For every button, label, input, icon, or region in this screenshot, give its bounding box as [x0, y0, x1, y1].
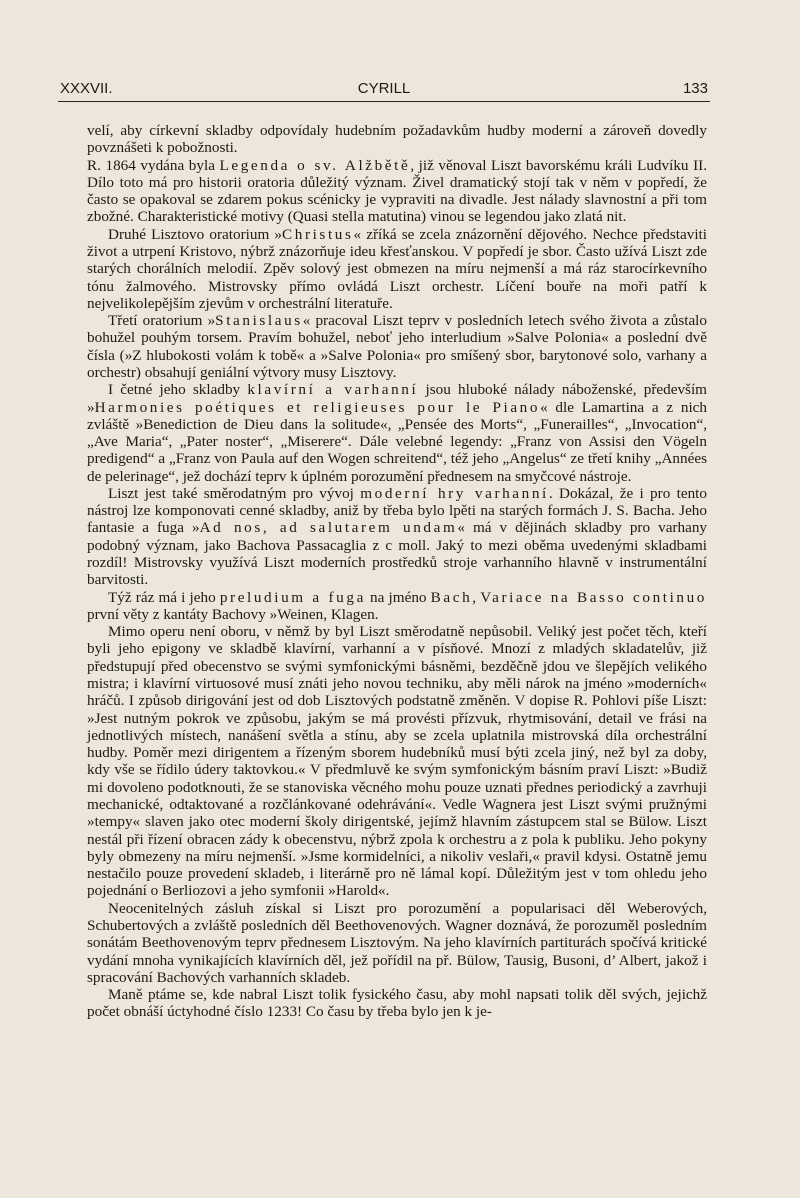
text-run: Druhé Lisztovo oratorium »	[108, 225, 283, 243]
spaced-title: Christus	[282, 225, 354, 243]
paragraph	[87, 900, 707, 986]
text-run: Liszt jest také směrodatným pro vývoj	[108, 484, 361, 502]
spaced-title: moderní hry varhanní	[360, 484, 549, 502]
header-rule	[58, 101, 710, 102]
text-run: první věty z kantáty Bachovy »Weinen, Klagen.	[87, 605, 379, 623]
running-header	[60, 80, 708, 102]
paragraph	[87, 312, 707, 381]
spaced-title: Bach	[430, 588, 473, 606]
spaced-title: Ad nos, ad salutarem undam	[199, 519, 458, 537]
paragraph	[87, 122, 707, 157]
paragraph	[87, 986, 707, 1021]
page-number: 133	[682, 80, 708, 97]
text-run: « má v dějinách skladby pro varhany podobný význam, jako Bachova Passacaglia z c moll. Jaký to mezi oběma uvedenými skladbami rozdíl! Mistrovsky využívá Liszt moderních prostředků stroje varhanního hlavně v instrumentální barvitosti.	[87, 519, 708, 589]
spaced-title: Harmonies poétiques et religieuses pour le Piano	[94, 398, 541, 416]
spaced-title: preludium a fuga	[219, 588, 366, 606]
chapter-numeral: XXXVII.	[60, 80, 113, 97]
running-title: CYRILL	[357, 80, 411, 97]
text-run: Mimo operu není oboru, v němž by byl Liszt směrodatně nepůsobil. Veliký jest počet těch, kteří byli jeho epigony ve skladbě klavírní, varhanní a v písňové. Mnozí z mladých skladatelův, již předstupují před obecenstvo se svými symfonickými básněmi, bezděčně jdou ve šlepějích velikého mistra; i klavírní virtuosové musí znáti jeho novou techniku, aby měli nárok na jméno »moderních« hráčů. I způsob dirigování jest od dob Lisztových podstatně změněn. V dopise R. Pohlovi píše Liszt: »Jest nutným pokrok ve způsobu, jakým se má provésti přízvuk, rhytmisování, detail ve frási na jednotlivých místech, nanášení světla a stínu, aby se zcela uplatnila mistrovská díla orchestrální hudby. Poměr mezi dirigentem a řízeným sborem hudebníků musí býti zcela jiný, než byl za doby, kdy vše se řídilo údery taktovkou.« V předmluvě ke svým symfonickým básním praví Liszt: »Budiž mi dovoleno podotknouti, že se stanoviska věcného mohu pouze uznati přednes periodický a zavrhuji mechanické, odtaktované a rozčlánkované odehrávání«. Vedle Wagnera jest Liszt svými pružnými »tempy« slaven jako otec moderní školy dirigentské, jejímž hlavním zástupcem stal se Bülow. Liszt nestál při řízení obracen zády k obecenstvu, nýbrž zpola k orchestru a z pola k publiku. Jeho pokyny byly obmezeny na míru nejmenší. »Jsme kormidelníci, a nikoliv veslaři,« pravil kdysi. Ostatně jemu nestačilo pouze provedení skladeb, i literárně pro ně lámal kopí. Důležitým jest v tom ohledu jeho pojednání o Berliozovi a jeho symfonii »Harold«.	[87, 623, 707, 900]
text-run: ,	[472, 588, 481, 606]
spaced-title: Variace na Basso continuo	[480, 588, 707, 606]
spaced-title: Legenda o sv. Alžbětě	[219, 156, 411, 174]
text-run: velí, aby církevní skladby odpovídaly hudebním požadavkům hudby moderní a zároveň dovedly povznášeti k pobožnosti.	[87, 122, 707, 157]
paragraph	[87, 485, 707, 589]
text-run: Týž ráz má i jeho	[108, 588, 220, 606]
text-run: I četné jeho skladby	[108, 381, 248, 399]
paragraph	[87, 589, 707, 624]
text-run: « pracoval Liszt teprv v posledních letech svého života a zůstalo bohužel pouhým torsem. Pravím bohužel, neboť jeho interludium »Salve Polonia« a poslední dvě čísla (»Z hlubokosti volám k tobě« a »Salve Polonia« pro smíšený sbor, barytonové solo, varhany a orchestr) obsahují geniální výtvory musy Lisztovy.	[87, 312, 708, 381]
text-run: Neocenitelných zásluh získal si Liszt pro porozumění a popularisaci děl Weberových, Schubertových a zvláště posledních děl Beethovenových. Wagner doznává, že porozuměl posledním sonátám Beethovenovým teprv přednesem Lisztovým. Na jeho klavírních partiturách spočívá kritické vydání mnoha vynikajících klavírních děl, jež pořídil na př. Bülow, Tausig, Busoni, d’ Albert, jakož i spracování Bachových varhanních skladeb.	[87, 899, 707, 986]
text-run: R. 1864 vydána byla	[87, 156, 220, 174]
body-text	[87, 122, 707, 1021]
spaced-title: klavírní a varhanní	[247, 381, 419, 399]
spaced-title: Stanislaus	[215, 312, 303, 330]
text-run: « dle Lamartina a z nich zvláště »Benediction de Dieu dans la solitude«, „Pensée des Morts“, „Funerailles“, „Invocation“, „Ave Maria“, „Pater noster“, „Miserere“. Dále velebné legendy: „Franz von Assisi den Vögeln predigend“ a „Franz von Paula auf den Wogen schreitend“, též jeho „Angelus“ ze třetí knihy „Années de pelerinage“, jež dochází teprv k úplném porozumění přednesem na smyčcové nástroje.	[87, 398, 708, 485]
paragraph	[87, 226, 707, 312]
paragraph	[87, 381, 707, 485]
text-run: na jméno	[365, 588, 431, 606]
text-run: « zříká se zcela znázornění dějového. Nechce představiti život a utrpení Kristovo, nýbrž znázorňuje ideu křesťanskou. V popředí je sbor. Často užívá Liszt zde starých chorálních melodií. Zpěv solový jest obmezen na míru nejmenší a má ráz starocírkevního tónu žalmového. Mistrovsky přímo ovládá Liszt orchestr. Líčení bouře na moři patří k nejvelikolepějším zjevům v orchestrální literatuře.	[87, 225, 707, 312]
text-run: . Dokázal, že i pro tento nástroj lze komponovati cenné skladby, aniž by třeba bylo lpěti na starých formách J. S. Bacha. Jeho fantasie a fuga »	[87, 484, 707, 537]
text-run: Maně ptáme se, kde nabral Liszt tolik fysického času, aby mohl napsati tolik děl svých, jejichž počet obnáší úctyhodné číslo 1233! Co času by třeba bylo jen k je-	[87, 986, 707, 1021]
text-run: , již věnoval Liszt bavorskému králi Ludvíku II. Dílo toto má pro historii oratoria důležitý význam. Živel dramatický stojí tak v něm v popředí, že často se opakoval se zdarem pokus scénicky je vypraviti na divadle. Jest nálady slavnostní a při tom zbožné. Charakteristické motivy (Quasi stella matutina) vinou se legendou jako zlatá nit.	[87, 156, 707, 226]
text-run: jsou hluboké nálady náboženské, především »	[87, 381, 707, 416]
paragraph	[87, 157, 707, 226]
text-run: Třetí oratorium »	[108, 312, 216, 330]
paragraph	[87, 623, 707, 900]
